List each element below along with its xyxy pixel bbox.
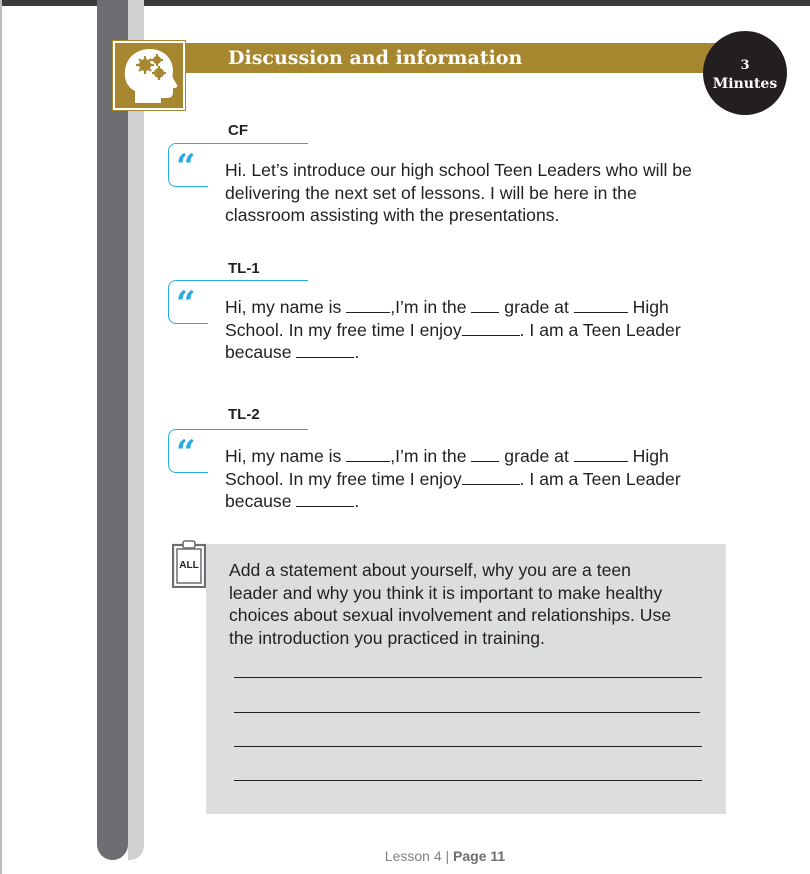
write-in-line-2[interactable] <box>234 712 700 713</box>
head-gears-icon <box>113 41 185 110</box>
dialogue-line: classroom assisting with the presentations. <box>225 205 560 225</box>
write-in-line-1[interactable] <box>234 677 702 678</box>
dialogue-text-cf <box>225 159 730 227</box>
quote-icon: “ <box>176 147 196 187</box>
text-segment: . <box>354 342 360 362</box>
fill-in-blank-name[interactable] <box>346 446 390 462</box>
text-segment: because <box>225 491 292 511</box>
time-unit: Minutes <box>712 76 778 92</box>
quote-icon: “ <box>176 433 196 473</box>
speaker-label-tl-2: TL-2 <box>228 406 260 423</box>
page-number: Page 11 <box>453 848 506 864</box>
dialogue-text-tl-2 <box>225 445 730 513</box>
text-segment: ,I’m in the <box>390 446 467 466</box>
text-segment: High <box>632 297 669 317</box>
text-segment: ,I’m in the <box>390 297 467 317</box>
text-segment: grade at <box>504 446 569 466</box>
write-in-line-4[interactable] <box>234 780 702 781</box>
side-rail-light <box>128 0 144 860</box>
instruction-line: choices about sexual involvement and relationships. Use <box>229 605 672 625</box>
audience-badge: ALL <box>179 560 199 571</box>
speaker-label-tl-1: TL-1 <box>228 260 260 277</box>
text-segment: Hi, my name is <box>225 446 342 466</box>
dialogue-line: delivering the next set of lessons. I will be here in the <box>225 182 637 203</box>
side-rail-dark <box>97 0 128 860</box>
section-title: Discussion and information <box>228 47 523 69</box>
fill-in-blank-reason[interactable] <box>296 342 354 358</box>
time-badge <box>703 31 787 115</box>
footer-separator: | <box>445 848 450 864</box>
instruction-line: the introduction you practiced in training. <box>229 627 545 648</box>
text-segment: grade at <box>504 297 569 317</box>
speaker-underline <box>208 280 308 281</box>
lesson-label: Lesson 4 <box>384 848 442 864</box>
fill-in-blank-school[interactable] <box>574 297 628 313</box>
text-segment: School. In my free time I enjoy <box>225 319 462 340</box>
speaker-underline <box>208 143 308 144</box>
dialogue-line: Hi. Let’s introduce our high school Teen Leaders who will be <box>225 160 692 180</box>
fill-in-blank-reason[interactable] <box>296 491 354 507</box>
dialogue-line <box>225 341 730 364</box>
fill-in-blank-grade[interactable] <box>471 446 499 462</box>
text-segment: . I am a Teen Leader <box>519 319 681 340</box>
dialogue-line <box>225 490 730 513</box>
write-in-line-3[interactable] <box>234 746 702 747</box>
fill-in-blank-school[interactable] <box>574 446 628 462</box>
page-left-edge <box>0 0 2 874</box>
text-segment: High <box>632 446 669 466</box>
dialogue-line <box>225 296 730 319</box>
quote-icon: “ <box>176 284 196 324</box>
dialogue-text-tl-1 <box>225 296 730 364</box>
text-segment: . <box>354 491 360 511</box>
fill-in-blank-name[interactable] <box>346 297 390 313</box>
text-segment: . I am a Teen Leader <box>519 468 681 489</box>
instruction-line: Add a statement about yourself, why you are a teen <box>229 560 631 580</box>
instruction-line: leader and why you think it is important to make healthy <box>229 582 663 603</box>
page-footer <box>0 847 810 865</box>
dialogue-line <box>225 319 730 342</box>
fill-in-blank-grade[interactable] <box>471 297 499 313</box>
speaker-label-cf: CF <box>228 122 248 139</box>
speaker-underline <box>208 429 308 430</box>
dialogue-line <box>225 445 730 468</box>
fill-in-blank-hobby[interactable] <box>462 469 520 485</box>
time-value: 3 <box>740 58 750 73</box>
fill-in-blank-hobby[interactable] <box>462 320 520 336</box>
dialogue-line <box>225 468 730 491</box>
text-segment: because <box>225 342 292 362</box>
text-segment: Hi, my name is <box>225 297 342 317</box>
text-segment: School. In my free time I enjoy <box>225 468 462 489</box>
activity-instructions <box>229 559 719 649</box>
